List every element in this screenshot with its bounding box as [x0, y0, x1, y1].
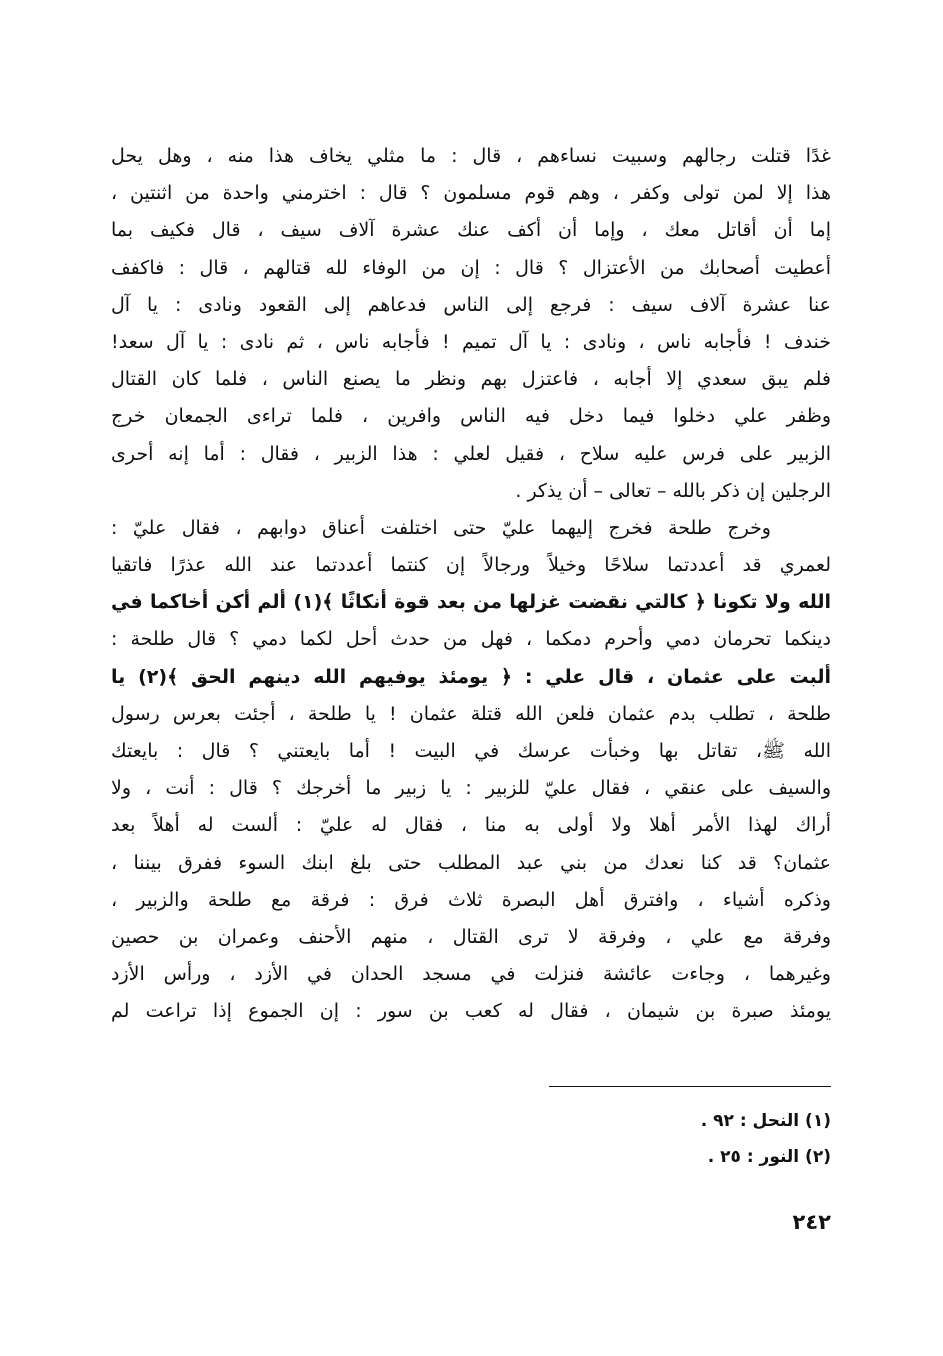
paragraph-end-line: الرجلين إن ذكر بالله – تعالى – أن يذكر . — [515, 479, 831, 502]
text-line: وغيرهما ، وجاءت عائشة فنزلت في مسجد الحدان في الأزد ، ورأس الأزد — [111, 963, 831, 986]
footnote-divider — [549, 1086, 831, 1087]
text-line: إما أن أقاتل معك ، وإما أن أكف عنك عشرة آلاف سيف ، قال فكيف بما — [111, 219, 831, 242]
text-line: فلم يبق سعدي إلا أجابه ، فاعتزل بهم ونظر ما يصنع الناس ، فلما كان القتال — [111, 368, 831, 391]
text-line: عثمان؟ قد كنا نعدك من بني عبد المطلب حتى بلغ ابنك السوء ففرق بيننا ، — [111, 851, 831, 874]
text-line: الزبير على فرس عليه سلاح ، فقيل لعلي : هذا الزبير ، فقال : أما إنه أحرى — [111, 442, 831, 465]
text-line: دينكما تحرمان دمي وأحرم دمكما ، فهل من حدث أحل لكما دمي ؟ قال طلحة : — [111, 628, 831, 651]
text-line: لعمري قد أعددتما سلاحًا وخيلاً ورجالاً إن كنتما أعددتما عند الله عذرًا فاتقيا — [111, 554, 831, 577]
text-line: أراك لهذا الأمر أهلا ولا أولى به منا ، فقال له عليّ : ألست له أهلاً بعد — [111, 814, 831, 837]
text-line: والسيف على عنقي ، فقال عليّ للزبير : يا زبير ما أخرجك ؟ قال : أنت ، ولا — [111, 777, 831, 800]
main-text — [111, 138, 831, 1031]
footnote-1: (١) النحل : ٩٢ . — [700, 1111, 831, 1131]
text-line: طلحة ، تطلب بدم عثمان فلعن الله قتلة عثمان ! يا طلحة ، أجئت بعرس رسول — [111, 702, 831, 725]
quran-verse-line: الله ولا تكونا ﴿ كالتي نقضت غزلها من بعد قوة أنكاثًا ﴾(١) ألم أكن أخاكما في — [111, 591, 831, 614]
page-number: ٢٤٢ — [792, 1210, 831, 1234]
text-line: وظفر علي دخلوا فيما دخل فيه الناس وافرين ، فلما تراءى الجمعان خرج — [111, 405, 831, 428]
quran-verse-line: ألبت على عثمان ، قال علي : ﴿ يومئذ يوفيهم الله دينهم الحق ﴾(٢) يا — [111, 665, 831, 688]
text-line: يومئذ صبرة بن شيمان ، فقال له كعب بن سور : إن الجموع إذا تراعت لم — [111, 1000, 831, 1023]
text-line: عنا عشرة آلاف سيف : فرجع إلى الناس فدعاهم إلى القعود ونادى : يا آل — [111, 293, 831, 316]
text-line: وذكره أشياء ، وافترق أهل البصرة ثلاث فرق : فرقة مع طلحة والزبير ، — [111, 888, 831, 911]
paragraph-start-line: وخرج طلحة فخرج إليهما عليّ حتى اختلفت أعناق دوابهم ، فقال عليّ : — [111, 516, 771, 539]
text-line: وفرقة مع علي ، وفرقة لا ترى القتال ، منهم الأحنف وعمران بن حصين — [111, 925, 831, 948]
text-line: خندف ! فأجابه ناس ، ونادى : يا آل تميم ! فأجابه ناس ، ثم نادى : يا آل سعد! — [111, 330, 831, 353]
text-line: هذا إلا لمن تولى وكفر ، وهم قوم مسلمون ؟ قال : اخترمني واحدة من اثنتين ، — [111, 182, 831, 205]
footnote-2: (٢) النور : ٢٥ . — [707, 1147, 831, 1167]
text-line: أعطيت أصحابك من الأعتزال ؟ قال : إن من الوفاء لله قتالهم ، قال : فاكفف — [111, 256, 831, 279]
footnotes — [431, 1103, 831, 1175]
text-line: غدًا قتلت رجالهم وسبيت نساءهم ، قال : ما مثلي يخاف هذا منه ، وهل يحل — [111, 145, 831, 167]
text-line: الله ﷺ، تقاتل بها وخبأت عرسك في البيت ! أما بايعتني ؟ قال : بايعتك — [111, 740, 831, 762]
